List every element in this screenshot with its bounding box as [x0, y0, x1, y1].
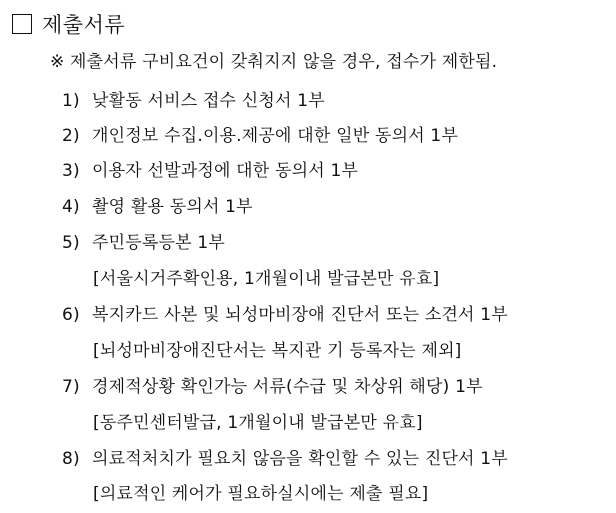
list-item	[62, 448, 508, 470]
item-text: 복지카드 사본 및 뇌성마비장애 진단서 또는 소견서 1부	[92, 305, 508, 325]
notice-text: ※ 제출서류 구비요건이 갖춰지지 않을 경우, 접수가 제한됨.	[50, 52, 498, 72]
item-subnote: [동주민센터발급, 1개월이내 발급본만 유효]	[93, 413, 423, 433]
item-text: 주민등록등본 1부	[92, 233, 225, 253]
item-number: 1)	[62, 91, 80, 111]
list-item	[62, 196, 253, 218]
item-text: 촬영 활용 동의서 1부	[92, 197, 253, 217]
item-number: 8)	[62, 449, 80, 469]
section-header	[12, 10, 125, 38]
list-item	[62, 90, 325, 112]
item-text: 낮활동 서비스 접수 신청서 1부	[92, 91, 325, 111]
item-number: 7)	[62, 377, 80, 397]
list-item	[62, 376, 483, 398]
list-item	[62, 232, 225, 254]
item-subnote: [뇌성마비장애진단서는 복지관 기 등록자는 제외]	[93, 341, 462, 361]
item-subnote: [의료적인 케어가 필요하실시에는 제출 필요]	[93, 484, 429, 504]
list-item	[62, 125, 458, 147]
item-number: 3)	[62, 161, 80, 181]
item-number: 2)	[62, 126, 80, 146]
list-item	[62, 160, 358, 182]
item-text: 경제적상황 확인가능 서류(수급 및 차상위 해당) 1부	[92, 377, 483, 397]
item-text: 개인정보 수집.이용.제공에 대한 일반 동의서 1부	[92, 126, 459, 146]
item-number: 4)	[62, 197, 80, 217]
item-number: 5)	[62, 233, 80, 253]
item-text: 의료적처치가 필요치 않음을 확인할 수 있는 진단서 1부	[92, 449, 508, 469]
item-number: 6)	[62, 305, 80, 325]
item-subnote: [서울시거주확인용, 1개월이내 발급본만 유효]	[93, 269, 440, 289]
list-item	[62, 304, 508, 326]
item-text: 이용자 선발과정에 대한 동의서 1부	[92, 161, 359, 181]
checkbox-icon	[12, 14, 32, 34]
section-title: 제출서류	[42, 13, 126, 37]
